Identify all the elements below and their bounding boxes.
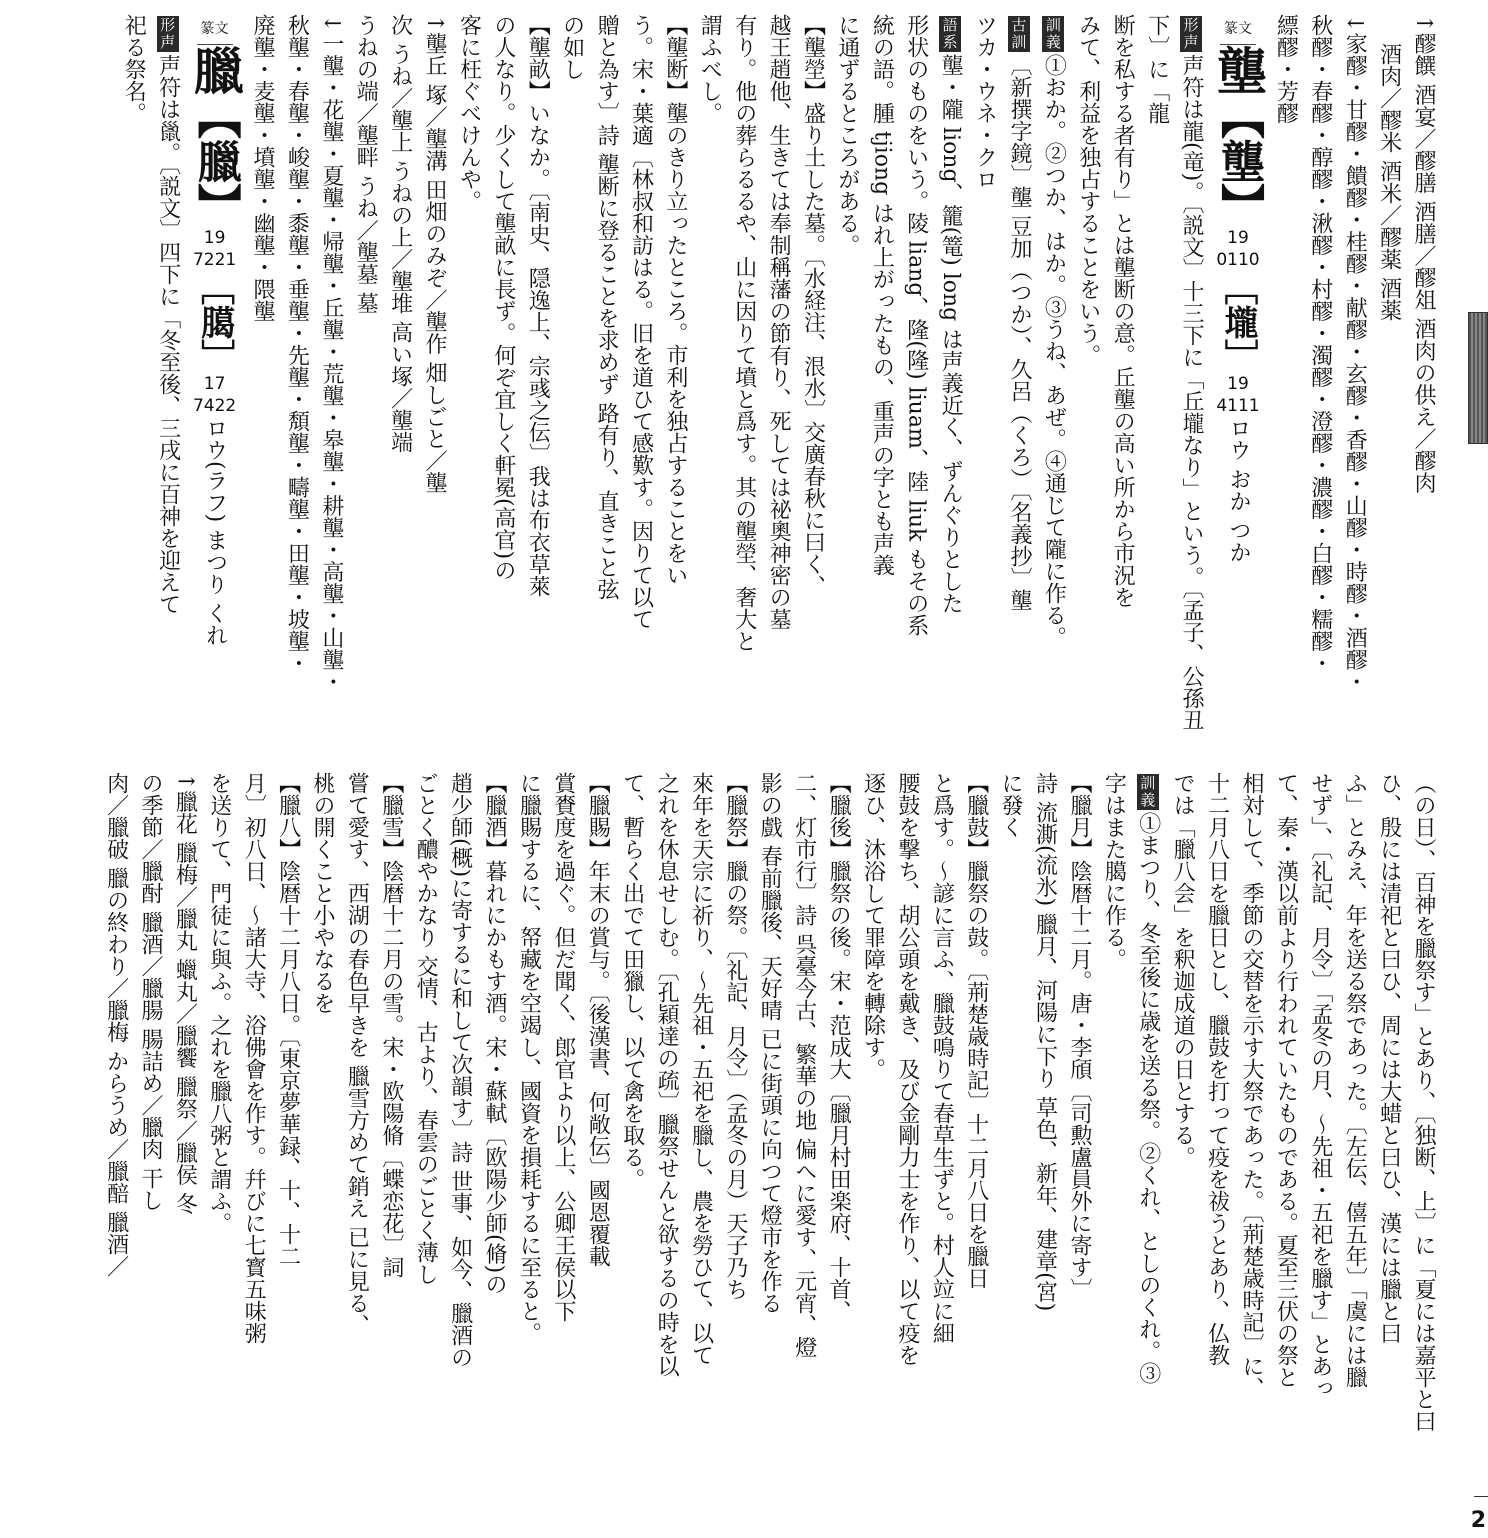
seal-script-label: 篆文 — [1220, 14, 1256, 45]
section-label: 形声 — [157, 16, 179, 52]
text-column — [821, 772, 855, 1524]
column-text: 声符は龍(竜)。〔説文〕十三下に「丘壠なり」という。〔孟子、公孫丑下〕に「龍 — [1144, 14, 1204, 732]
column-text: ↑醪饌 酒宴／醪膳 酒膳／醪俎 酒肉の供え／醪肉 — [1411, 14, 1436, 494]
column-text: 二、灯市行〕詩 呉臺今古、繁華の地 偏へに愛す、元宵、燈 — [791, 772, 817, 1358]
column-text: ↑壟丘 塚／壟溝 田畑のみぞ／壟作 畑しごと／壟 — [422, 14, 448, 494]
column-text: ①まつり、冬至後に歳を送る祭。②くれ、としのくれ。③ — [1135, 812, 1161, 1384]
seal-script-glyph: 臘 — [185, 45, 245, 95]
column-text: 酒肉／醪米 酒米／醪薬 酒薬 — [1376, 14, 1402, 321]
text-column — [348, 14, 382, 736]
text-column — [477, 772, 511, 1524]
text-column — [1096, 772, 1130, 1524]
column-text: ↓一壟・花壟・夏壟・帰壟・丘壟・荒壟・皋壟・耕壟・高壟・山壟・ — [318, 14, 344, 693]
column-text: 陰暦十二月八日。〔東京夢華録、十、十二 — [275, 860, 301, 1267]
column-text: 月〕初八日、～諸大寺、浴佛會を作す。幷びに七寳五味粥 — [241, 772, 267, 1344]
variant-headword: ［壠］ — [1217, 271, 1258, 373]
column-text: 桃の開くこと小やなるを — [310, 772, 335, 1014]
column-text: の如し — [559, 14, 585, 80]
text-column — [623, 14, 657, 736]
column-text: う。宋・葉適〔林叔和訪はる。旧を道ひて感歎す。因りて以て — [628, 14, 654, 630]
column-text: 肉／臘破 臘の終わり／臘梅 からうめ／臘醅 臘酒／ — [103, 772, 129, 1277]
section-label: 【臘酒】 — [482, 772, 508, 860]
text-column — [236, 772, 270, 1524]
text-column — [98, 772, 132, 1524]
text-column — [1036, 14, 1070, 736]
text-column — [726, 14, 760, 736]
text-column — [451, 14, 485, 736]
character-code: 0110 — [1216, 250, 1260, 270]
section-label: 【臘雪】 — [378, 772, 404, 860]
column-text: と爲す。～諺に言ふ、臘鼓鳴りて春草生ずと。村人竝に細 — [929, 772, 955, 1344]
variant-headword: ［臈］ — [194, 271, 235, 373]
text-column — [339, 772, 373, 1524]
text-column — [890, 772, 924, 1524]
column-text: 年末の賞与。〔後漢書、何敞伝〕國恩覆載 — [585, 860, 611, 1267]
index-thumb-tab — [1468, 312, 1488, 444]
text-column — [795, 14, 829, 736]
text-column — [1139, 14, 1208, 736]
column-text: に發く — [998, 772, 1024, 838]
column-text: 來年を天宗に祈り、～先祖・五祀を臘し、農を勞ひて、以て — [688, 772, 714, 1366]
text-column — [898, 14, 932, 736]
column-text: 腰鼓を撃ち、胡公頭を戴き、及び金剛力士を作り、以て疫を — [894, 772, 920, 1366]
column-text: ↓家醪・甘醪・饋醪・桂醪・献醪・玄醪・香醪・山醪・時醪・酒醪・ — [1342, 14, 1368, 693]
text-column — [442, 772, 476, 1524]
text-column — [545, 772, 579, 1524]
text-column — [554, 14, 588, 736]
column-text: 臘の祭。〔礼記、月令〕（孟冬の月）天子乃ち — [722, 860, 748, 1300]
text-column — [417, 14, 451, 736]
column-text: に通ずるところがある。 — [834, 14, 860, 256]
text-column — [150, 14, 184, 736]
column-text: 暮れにかもす酒。宋・蘇軾〔欧陽少師(脩)の — [482, 860, 508, 1296]
column-text: 謂ふべし。 — [697, 14, 723, 124]
text-column — [313, 14, 347, 736]
text-column — [1130, 772, 1164, 1524]
column-text: 十二月八日を臘日とし、臘鼓を打って疫を祓うとあり、仏教 — [1204, 772, 1230, 1366]
text-column — [1302, 14, 1336, 736]
text-column — [1268, 14, 1302, 736]
section-label: 【臘鼓】 — [963, 772, 989, 860]
column-text: 相対して、季節の交替を示す大祭であった。〔荊楚歳時記〕に、 — [1238, 772, 1264, 1399]
column-text: 贈と為す〕詩 壟断に登ることを求めず 路有り、直きこと弦 — [594, 14, 620, 600]
column-text: 壟のきり立ったところ。市利を独占することをい — [662, 102, 688, 586]
column-text: 賞賚度を過ぐ。但だ聞く、郎官より以上、公卿王侯以下 — [550, 772, 576, 1322]
variant-character-code: 4111 — [1216, 396, 1260, 416]
section-label: 語系 — [939, 16, 961, 52]
text-column — [1371, 772, 1405, 1524]
text-column — [133, 772, 167, 1524]
entry-heading — [1208, 14, 1268, 736]
text-column — [717, 772, 751, 1524]
text-column — [993, 772, 1027, 1524]
reading: ロウ(ラフ) まつり くれ — [202, 417, 228, 647]
reading: ロウ おか つか — [1225, 417, 1251, 563]
text-column — [1406, 14, 1440, 736]
text-column — [116, 14, 150, 736]
column-text: 臘祭の鼓。〔荊楚歳時記〕十二月八日を臘日 — [963, 860, 989, 1289]
text-column — [373, 772, 407, 1524]
column-text: 盛り土した墓。〔水経注、泿水〕交廣春秋に曰く、 — [800, 102, 826, 597]
text-column — [382, 14, 416, 736]
column-text: 壟・隴 liong、籠(篭) long は声義近く、ずんぐりとした — [938, 54, 964, 615]
text-column — [279, 14, 313, 736]
text-column — [786, 772, 820, 1524]
text-column — [1406, 772, 1440, 1524]
text-column — [683, 772, 717, 1524]
column-text: 断を私する者有り」とは壟断の意。丘壟の高い所から市況を — [1110, 14, 1136, 608]
page-number-rule — [1474, 1496, 1488, 1497]
text-column — [1027, 772, 1061, 1524]
text-column — [305, 772, 339, 1524]
section-label: 古訓 — [1008, 16, 1030, 52]
column-text: では「臘八会」を釈迦成道の日とする。 — [1170, 772, 1196, 1168]
column-text: 形状のものをいう。陵 liang、隆(隆) liuam、陸 liuk もその系 — [903, 14, 929, 637]
section-label: 【臘祭】 — [722, 772, 748, 860]
column-text: 詩 流澌(流氷) 臘月、河陽に下り 草色、新年、建章(宮) — [1032, 772, 1058, 1312]
section-label: 【壟塋】 — [800, 14, 826, 102]
column-text: 有り。他の葬らるるや、山に因りて墳と爲す。其の壟塋、奢大と — [731, 14, 757, 652]
column-text: せず」、〔礼記、月令〕「孟冬の月、～先祖・五祀を臘す」とあっ — [1307, 772, 1333, 1399]
column-text: て、秦・漢以前より行われていたものである。夏至三伏の祭と — [1273, 772, 1299, 1388]
column-text: 陰暦十二月。唐・李頎〔司勲盧員外に寄す〕 — [1066, 860, 1092, 1300]
column-text: ①おか。②つか、はか。③うね、あぜ。④通じて隴に作る。 — [1041, 54, 1067, 648]
seal-script-label: 篆文 — [197, 14, 233, 45]
section-label: 訓義 — [1042, 16, 1064, 52]
text-column — [924, 772, 958, 1524]
text-column — [1234, 772, 1268, 1524]
lower-text-block — [20, 772, 1440, 1524]
column-text: ↑臘花 臘梅／臘丸 蠟丸／臘饗 臘祭／臘侯 冬 — [172, 772, 198, 1215]
column-text: みて、利益を独占することをいう。 — [1075, 14, 1101, 366]
text-column — [1062, 772, 1096, 1524]
column-text: 廃壟・麦壟・墳壟・幽壟・隈壟 — [250, 14, 275, 322]
text-column — [752, 772, 786, 1524]
column-text: 越王趙他、生きては奉制稱藩の節有り、死しては祕奧神密の墓 — [766, 14, 792, 630]
section-label: 【臘八】 — [275, 772, 301, 860]
column-text: 逐ひ、沐浴して罪障を轉除す。 — [860, 772, 886, 1080]
text-column — [520, 14, 554, 736]
column-text: 祀る祭名。 — [121, 14, 147, 124]
column-text: 陰暦十二月の雪。宋・欧陽脩〔蝶恋花〕詞 — [378, 860, 404, 1278]
seal-script-glyph: 壟 — [1208, 45, 1268, 95]
column-text: 〔新撰字鏡〕壟 豆加（つか）、久呂（くろ）〔名義抄〕壟 — [1006, 54, 1032, 611]
entry-heading — [185, 14, 245, 736]
column-text: 影の戲 春前臘後、天好晴 已に街頭に向つて燈市を作る — [757, 772, 783, 1314]
column-text: 趙少師(概)に寄するに和して次韻す〕詩 世事、如今、臘酒の — [447, 772, 473, 1369]
character-code: 7221 — [192, 250, 237, 270]
column-text: 縹醪・芳醪 — [1273, 14, 1299, 124]
column-text: 臘祭の後。宋・范成大〔臘月村田楽府、十首、 — [826, 860, 852, 1322]
section-label: 【壟断】 — [662, 14, 688, 102]
column-text: の人なり。少くして壟畝に長ず。何ぞ宜しく軒冕(高官)の — [490, 14, 516, 582]
column-text: ふ」とみえ、年を送る祭であった。〔左伝、僖五年〕「虞には臘 — [1342, 772, 1368, 1388]
column-text: 之れを休息せしむ。〔孔穎達の疏〕臘祭せんと欲するの時を以 — [654, 772, 680, 1377]
column-text: （の日）、百神を臘祭す」とあり、〔独断、上〕に「夏には嘉平と曰 — [1411, 772, 1436, 1432]
page-number: 2 — [1470, 1508, 1486, 1533]
section-label: 【臘後】 — [826, 772, 852, 860]
column-text: ひ、殷には清祀と曰ひ、周には大蜡と曰ひ、漢には臘と曰 — [1376, 772, 1402, 1344]
text-column — [580, 772, 614, 1524]
column-text: の季節／臘酎 臘酒／臘腸 腸詰め／臘肉 干し — [137, 772, 163, 1211]
text-column — [649, 772, 683, 1524]
text-column — [270, 772, 304, 1524]
column-text: うねの端／壟畔 うね／壟墓 墓 — [353, 14, 379, 314]
column-text: 字はまた臈に作る。 — [1101, 772, 1127, 970]
text-column — [830, 14, 864, 736]
variant-character-code: 7422 — [192, 396, 237, 416]
column-text: 秋醪・春醪・醇醪・湫醪・村醪・濁醪・澄醪・濃醪・白醪・糯醪・ — [1307, 14, 1333, 674]
text-column — [692, 14, 726, 736]
text-column — [1070, 14, 1104, 736]
text-column — [864, 14, 898, 736]
text-column — [1337, 14, 1371, 736]
text-column — [245, 14, 279, 736]
column-text: 次 うね／壟上 うねの上／壟堆 高い塚／壟端 — [387, 14, 413, 453]
column-text: 統の語。腫 tjiong はれ上がったもの、重声の字とも声義 — [869, 14, 895, 577]
text-column — [761, 14, 795, 736]
column-text: ツカ・ウネ・クロ — [972, 14, 998, 190]
text-column — [1268, 772, 1302, 1524]
column-text: 客に枉ぐべけんや。 — [456, 14, 482, 212]
text-column — [1002, 14, 1036, 736]
text-column — [511, 772, 545, 1524]
text-column — [1371, 14, 1405, 736]
text-column — [657, 14, 691, 736]
stroke-count: 19 — [1227, 228, 1249, 248]
text-column — [958, 772, 992, 1524]
text-column — [855, 772, 889, 1524]
stroke-count: 19 — [203, 228, 226, 248]
text-column — [1165, 772, 1199, 1524]
column-text: いなか。〔南史、隠逸上、宗彧之伝〕我は布衣草萊 — [525, 102, 551, 597]
text-column — [1337, 772, 1371, 1524]
text-column — [485, 14, 519, 736]
section-label: 【臘賜】 — [585, 772, 611, 860]
text-column — [1199, 772, 1233, 1524]
column-text: ごとく醲やかなり 交情、古より、春雲のごとく薄し — [413, 772, 439, 1285]
text-column — [408, 772, 442, 1524]
text-column — [167, 772, 201, 1524]
column-text: 秋壟・春壟・峻壟・黍壟・垂壟・先壟・頽壟・疇壟・田壟・坡壟・ — [284, 14, 310, 674]
text-column — [1105, 14, 1139, 736]
headword: 【臘】 — [189, 95, 241, 227]
text-column — [201, 772, 235, 1524]
section-label: 【壟畝】 — [525, 14, 551, 102]
text-column — [614, 772, 648, 1524]
text-column — [1302, 772, 1336, 1524]
headword: 【壟】 — [1212, 95, 1264, 227]
section-label: 訓義 — [1137, 774, 1159, 810]
section-label: 【臘月】 — [1066, 772, 1092, 860]
text-column — [589, 14, 623, 736]
upper-text-block — [20, 14, 1440, 736]
column-text: 嘗て愛す、西湖の春色早きを 臘雪方めて銷え 已に見る、 — [344, 772, 370, 1336]
column-text: に臘賜するに、帑藏を空竭し、國資を損耗するに至ると。 — [516, 772, 542, 1344]
variant-stroke-count: 17 — [203, 374, 226, 394]
text-column — [967, 14, 1001, 736]
column-text: を送りて、門徒に與ふ。之れを臘八粥と謂ふ。 — [206, 772, 232, 1234]
column-text: て、暫らく出でて田獵し、以て禽を取る。 — [619, 772, 645, 1190]
variant-stroke-count: 19 — [1227, 374, 1249, 394]
column-text: 声符は巤。〔説文〕四下に「冬至後、三戌に百神を迎えて — [155, 54, 181, 615]
section-label: 形声 — [1180, 16, 1202, 52]
text-column — [933, 14, 967, 736]
